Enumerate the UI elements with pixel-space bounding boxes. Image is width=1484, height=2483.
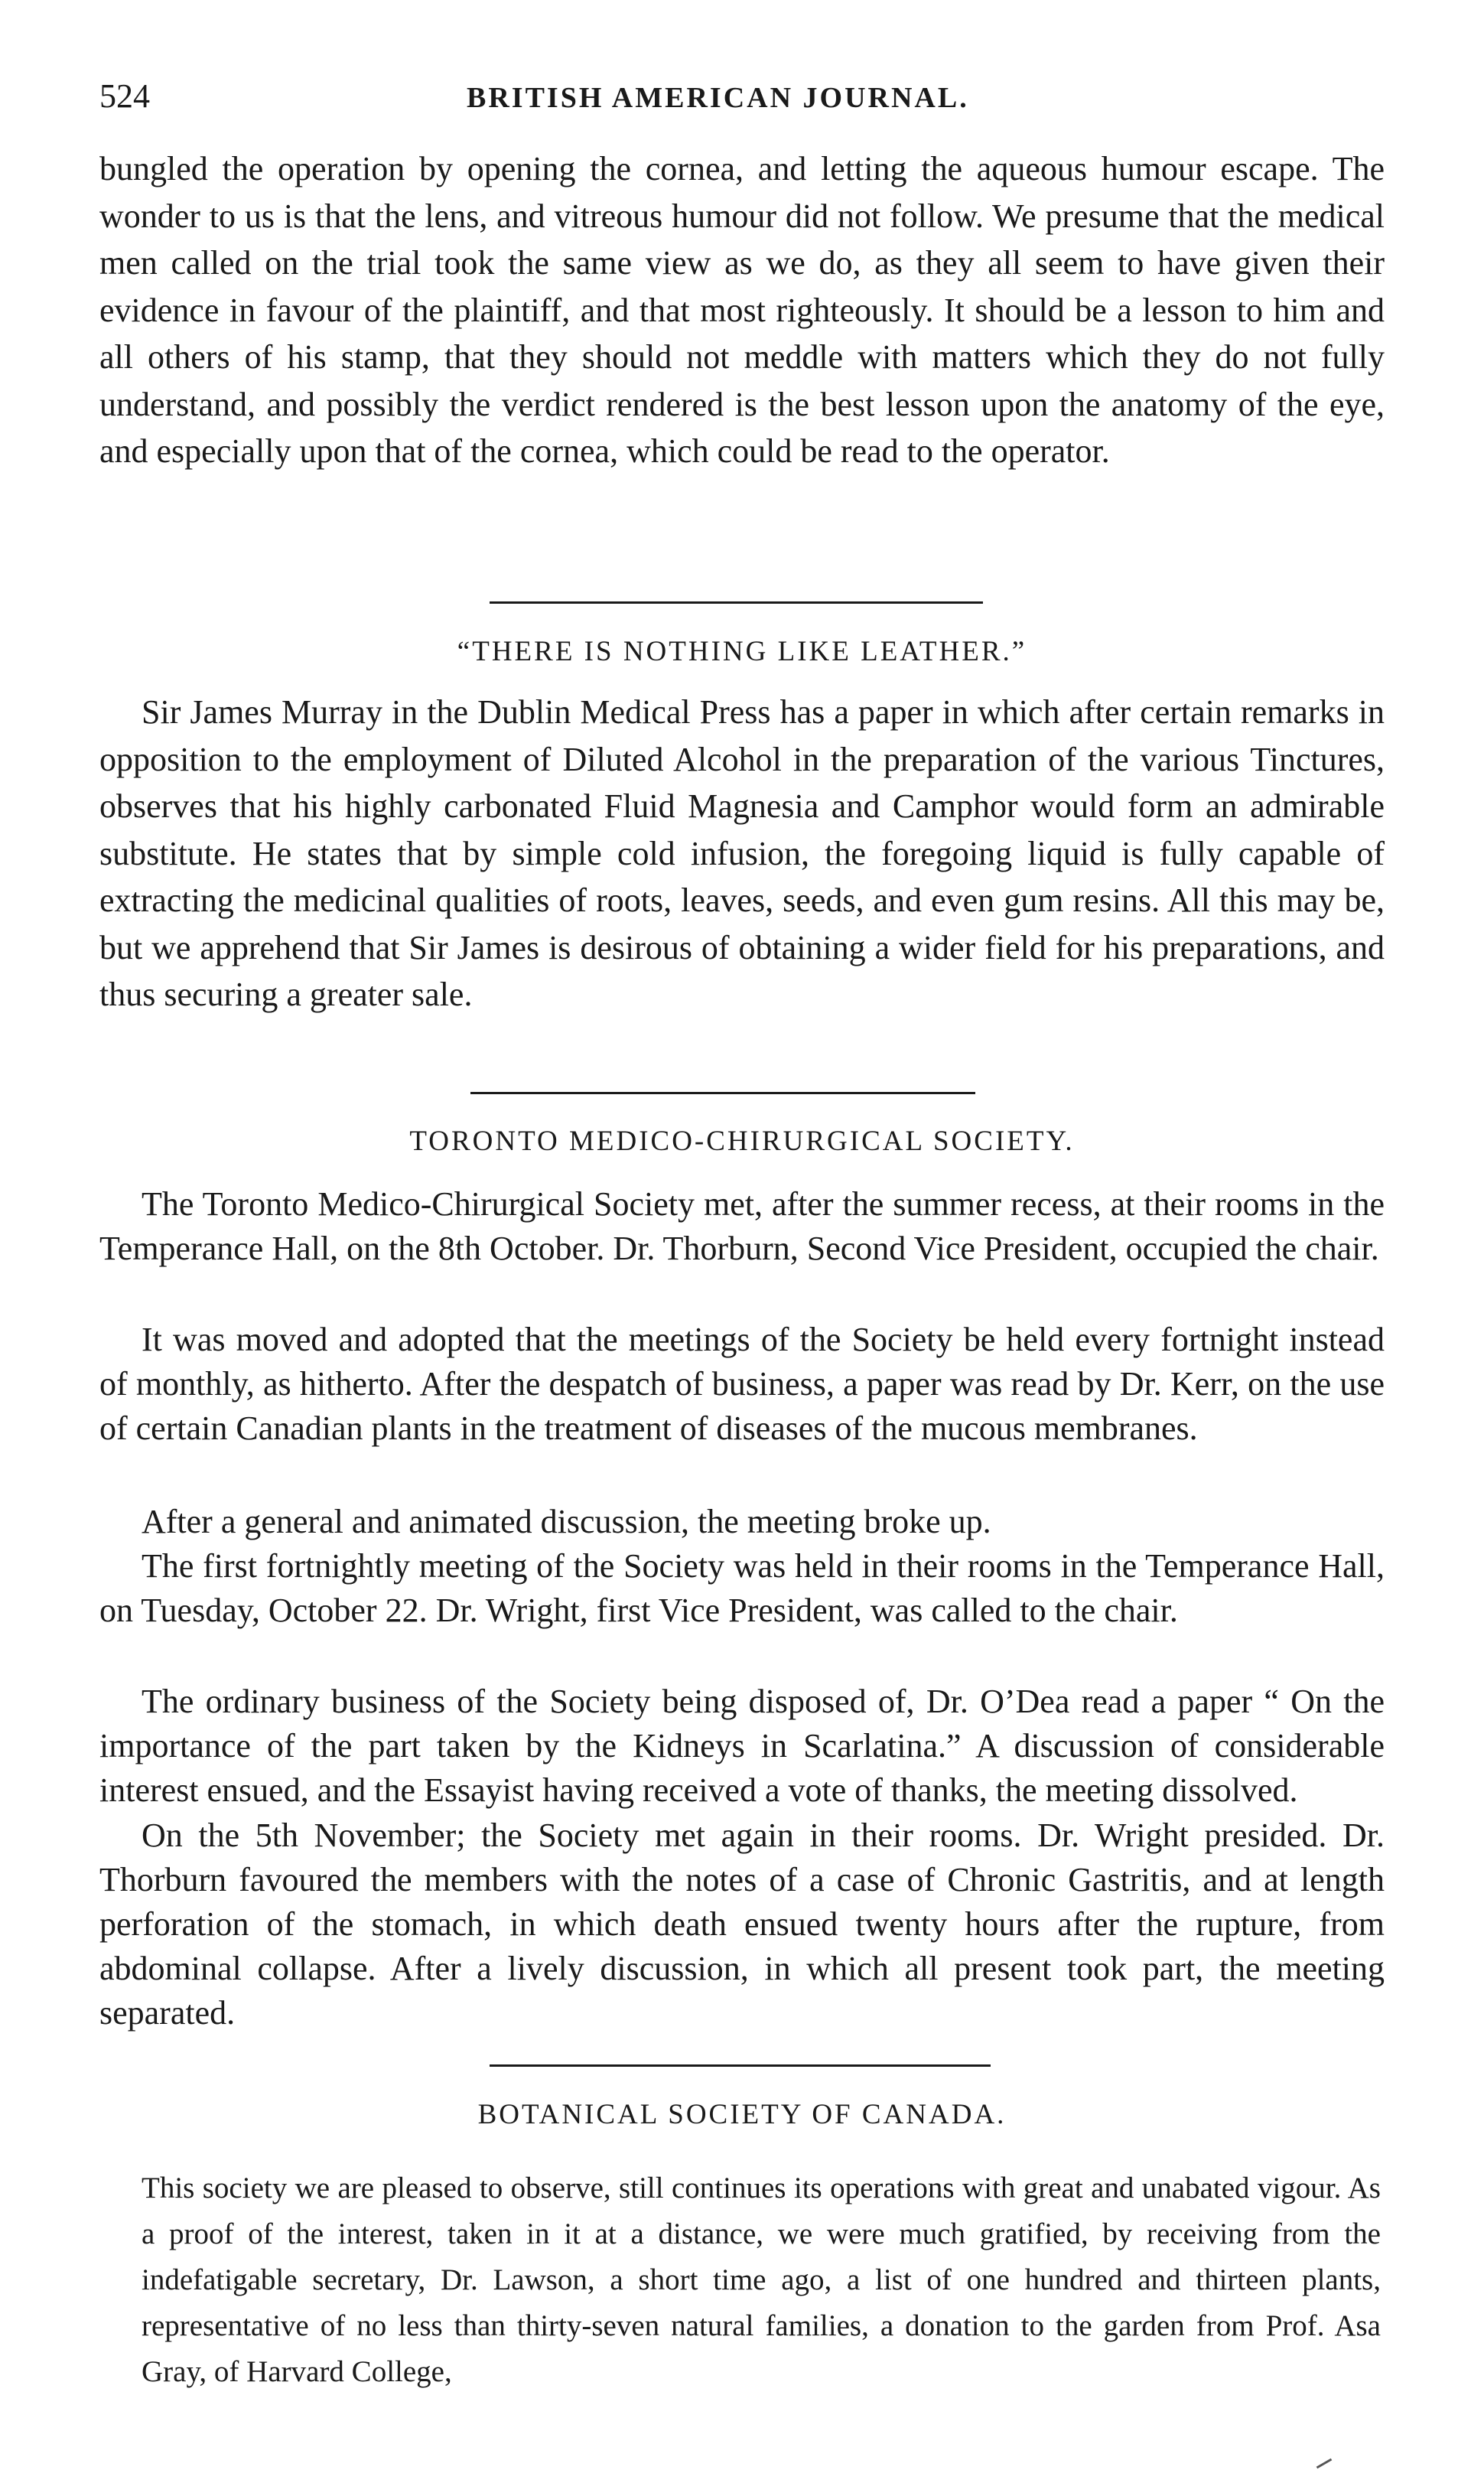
page-header — [99, 77, 1385, 130]
paragraph-toronto-5: The ordinary business of the Society being disposed of, Dr. O’Dea read a paper “ On the importance of the part taken by the Kidneys in Scarlatina.” A discussion of considerable interest ensued, and the Essayist having received a vote of thanks, the meeting dissolved. — [99, 1683, 1385, 1809]
stray-ink-mark — [1316, 2459, 1333, 2469]
section-title-leather: “THERE IS NOTHING LIKE LEATHER.” — [457, 636, 1027, 667]
paragraph-toronto-4: The first fortnightly meeting of the Society was held in their rooms in the Temperance Hall, on Tuesday, October 22. Dr. Wright, first Vice President, was called to the chair. — [99, 1547, 1385, 1629]
section-rule — [490, 601, 983, 604]
continuation-paragraph: bungled the operation by opening the cornea, and letting the aqueous humour escape. The wonder to us is that the lens, and vitreous humour did not follow. We presume that the medical men called on the trial took the same view as we do, as they all seem to have given their evidence in favour of the plaintiff, and that most righteously. It should be a lesson to him and all others of his stamp, that they should not meddle with matters which they do not fully understand, and possibly the verdict rendered is the best lesson upon the anatomy of the eye, and especially upon that of the cornea, which could be read to the operator. — [99, 150, 1385, 470]
section-title-toronto-society: TORONTO MEDICO-CHIRURGICAL SOCIETY. — [409, 1126, 1075, 1157]
section-rule — [470, 1092, 975, 1094]
paragraph-toronto-2: It was moved and adopted that the meetings of the Society be held every fortnight instead of monthly, as hitherto. After the despatch of business, a paper was read by Dr. Kerr, on the use of certain Canadian plants in the treatment of diseases of the mucous membranes. — [99, 1321, 1385, 1447]
paragraph-toronto-1: The Toronto Medico-Chirurgical Society met, after the summer recess, at their rooms in the Temperance Hall, on the 8th October. Dr. Thorburn, Second Vice President, occupied the chair. — [99, 1185, 1385, 1267]
running-head: BRITISH AMERICAN JOURNAL. — [467, 82, 969, 114]
paragraph-toronto-6: On the 5th November; the Society met again in their rooms. Dr. Wright presided. Dr. Thorburn favoured the members with the notes of a case of Chronic Gastritis, and at length perforation of the stomach, in which death ensued twenty hours after the rupture, from abdominal collapse. After a lively discussion, in which all present took part, the meeting separated. — [99, 1817, 1385, 2032]
paragraph-leather: Sir James Murray in the Dublin Medical Press has a paper in which after certain remarks in opposition to the employment of Diluted Alcohol in the preparation of the various Tinctures, observes that his highly carbonated Fluid Magnesia and Camphor would form an admirable substitute. He states that by simple cold infusion, the foregoing liquid is fully capable of extracting the medicinal qualities of roots, leaves, seeds, and even gum resins. All this may be, but we apprehend that Sir James is desirous of obtaining a wider field for his preparations, and thus securing a greater sale. — [99, 693, 1385, 1013]
section-title-botanical-society: BOTANICAL SOCIETY OF CANADA. — [477, 2099, 1007, 2130]
section-rule — [490, 2064, 991, 2067]
paragraph-botanical: This society we are pleased to observe, still continues its operations with great and unabated vigour. As a proof of the interest, taken in it at a distance, we were much gratified, by receiving from the indefatigable secretary, Dr. Lawson, a short time ago, a list of one hundred and thirteen plants, representative of no less than thirty-seven natural families, a donation to the garden from Prof. Asa Gray, of Harvard College, — [142, 2172, 1381, 2388]
page-number: 524 — [99, 77, 150, 115]
paragraph-toronto-3: After a general and animated discussion, the meeting broke up. — [142, 1503, 991, 1540]
